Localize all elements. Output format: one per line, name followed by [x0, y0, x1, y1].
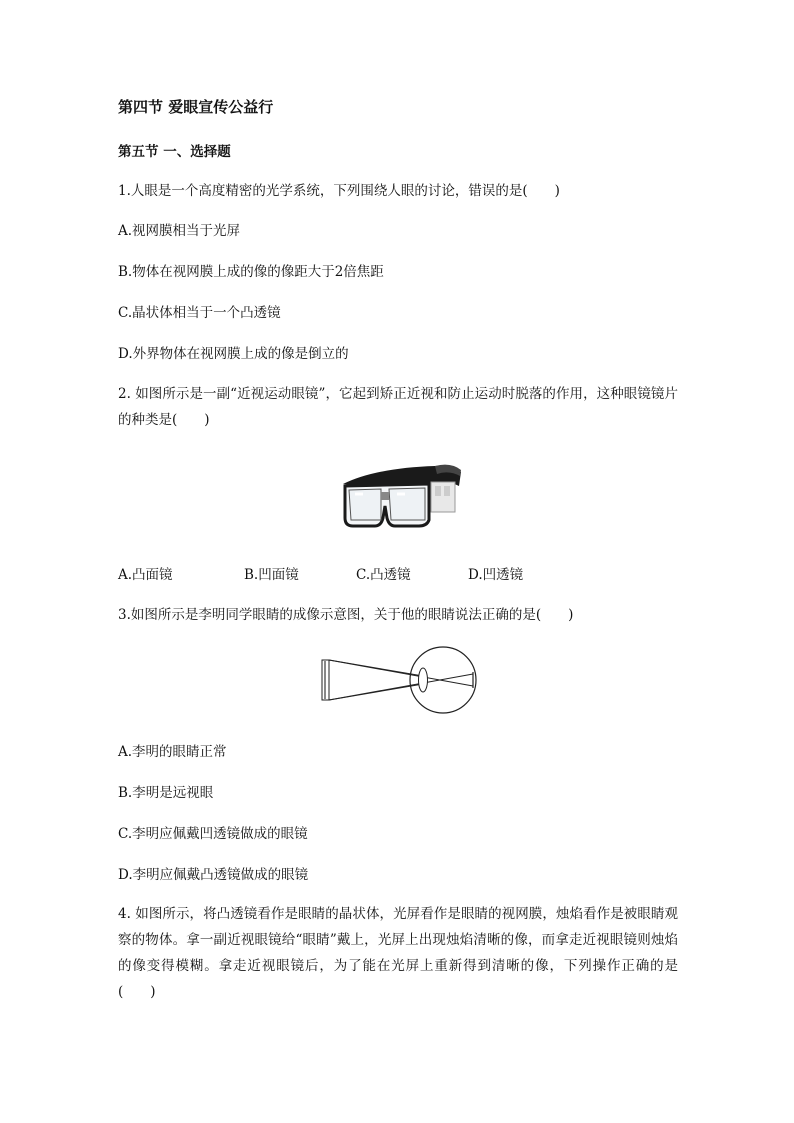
question-3-option-a: A.李明的眼睛正常 — [118, 744, 227, 760]
question-3-option-d: D.李明应佩戴凸透镜做成的眼镜 — [118, 867, 309, 883]
question-1-option-b: B.物体在视网膜上成的像的像距大于2倍焦距 — [118, 264, 384, 280]
question-1-stem: 1.人眼是一个高度精密的光学系统，下列围绕人眼的讨论，错误的是( ) — [118, 183, 560, 199]
question-1-option-c: C.晶状体相当于一个凸透镜 — [118, 305, 281, 321]
question-3-option-c: C.李明应佩戴凹透镜做成的眼镜 — [118, 826, 308, 842]
question-3-option-b: B.李明是远视眼 — [118, 785, 214, 801]
question-4-stem: 4. 如图所示，将凸透镜看作是眼睛的晶状体，光屏看作是眼睛的视网膜，烛焰看作是被眼睛观察的物体。拿一副近视眼镜给“眼睛”戴上，光屏上出现烛焰清晰的像，而拿走近视眼镜则烛焰的像变得模糊。拿走近视眼镜后，为了能在光屏上重新得到清晰的像，下列操作正确的是( ) — [118, 906, 678, 1000]
eye-imaging-diagram — [315, 644, 485, 736]
question-2-options — [118, 565, 678, 585]
question-3-stem: 3.如图所示是李明同学眼睛的成像示意图，关于他的眼睛说法正确的是( ) — [118, 607, 574, 623]
sports-glasses-figure — [335, 462, 465, 530]
question-2-option-a: A.凸面镜 — [118, 567, 173, 583]
question-2-option-d: D.凹透镜 — [468, 567, 524, 583]
question-1-option-d: D.外界物体在视网膜上成的像是倒立的 — [118, 346, 349, 362]
question-2-option-b: B.凹面镜 — [244, 567, 299, 583]
subsection-title: 第五节 一、选择题 — [118, 144, 231, 160]
question-2-option-c: C.凸透镜 — [356, 567, 411, 583]
question-1-option-a: A.视网膜相当于光屏 — [118, 223, 241, 239]
section-title: 第四节 爱眼宣传公益行 — [118, 98, 274, 116]
question-2-stem: 2. 如图所示是一副“近视运动眼镜”，它起到矫正近视和防止运动时脱落的作用，这种眼镜镜片的种类是( ) — [118, 386, 678, 428]
